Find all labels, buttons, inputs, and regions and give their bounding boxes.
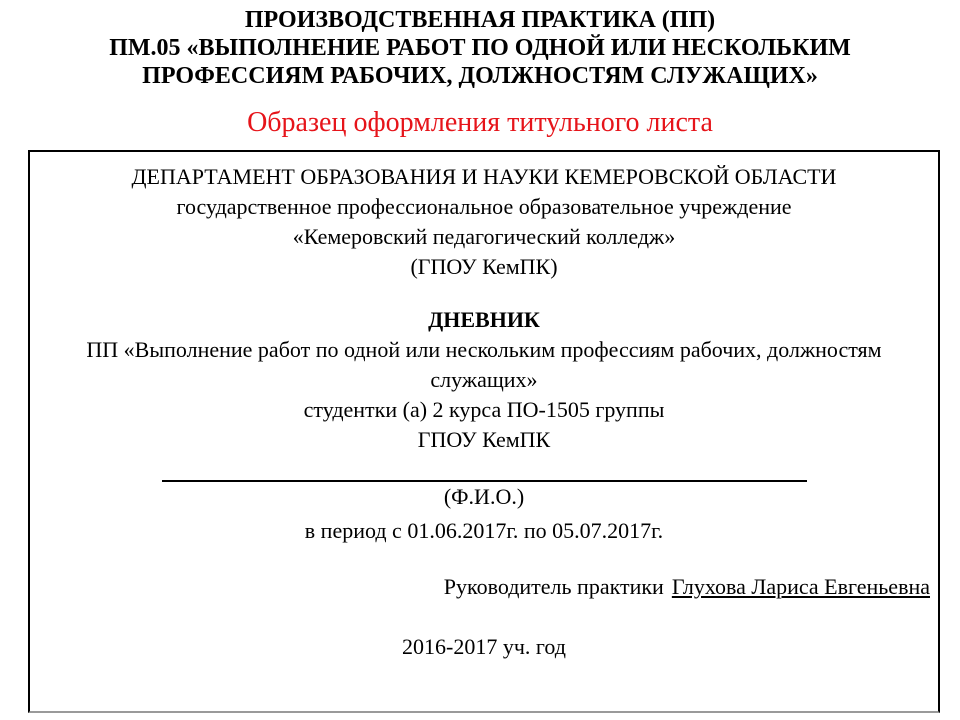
practice-title-line1: ПРОИЗВОДСТВЕННАЯ ПРАКТИКА (ПП) xyxy=(244,7,716,33)
supervisor-line xyxy=(30,572,938,602)
institution-abbr-line: (ГПОУ КемПК) xyxy=(410,254,558,279)
department-line: ДЕПАРТАМЕНТ ОБРАЗОВАНИЯ И НАУКИ КЕМЕРОВСКОЙ ОБЛАСТИ xyxy=(131,164,837,189)
slide-subtitle: Образец оформления титульного листа xyxy=(247,107,713,138)
student-line: студентки (а) 2 курса ПО-1505 группы xyxy=(303,397,665,422)
institution-name-line: «Кемеровский педагогический колледж» xyxy=(292,224,676,249)
practice-title-line3: ПРОФЕССИЯМ РАБОЧИХ, ДОЛЖНОСТЯМ СЛУЖАЩИХ» xyxy=(142,63,818,89)
academic-year-line: 2016-2017 уч. год xyxy=(402,634,566,659)
institution-type-line: государственное профессиональное образовательное учреждение xyxy=(176,194,792,219)
document-title: ДНЕВНИК xyxy=(428,307,540,332)
practice-name-line2: служащих» xyxy=(430,367,538,392)
supervisor-name: Глухова Лариса Евгеньевна xyxy=(671,574,930,599)
fio-caption: (Ф.И.О.) xyxy=(443,484,525,509)
period-line: в период с 01.06.2017г. по 05.07.2017г. xyxy=(304,518,664,543)
title-page-frame xyxy=(28,150,940,713)
slide-header xyxy=(0,0,960,90)
practice-name-line1: ПП «Выполнение работ по одной или нескольким профессиям рабочих, должностям xyxy=(86,337,882,362)
practice-title-line2: ПМ.05 «ВЫПОЛНЕНИЕ РАБОТ ПО ОДНОЙ ИЛИ НЕСКОЛЬКИМ xyxy=(109,35,851,61)
title-page-content xyxy=(30,152,938,662)
supervisor-label: Руководитель практики xyxy=(443,574,664,599)
org-abbr-line: ГПОУ КемПК xyxy=(417,427,551,452)
